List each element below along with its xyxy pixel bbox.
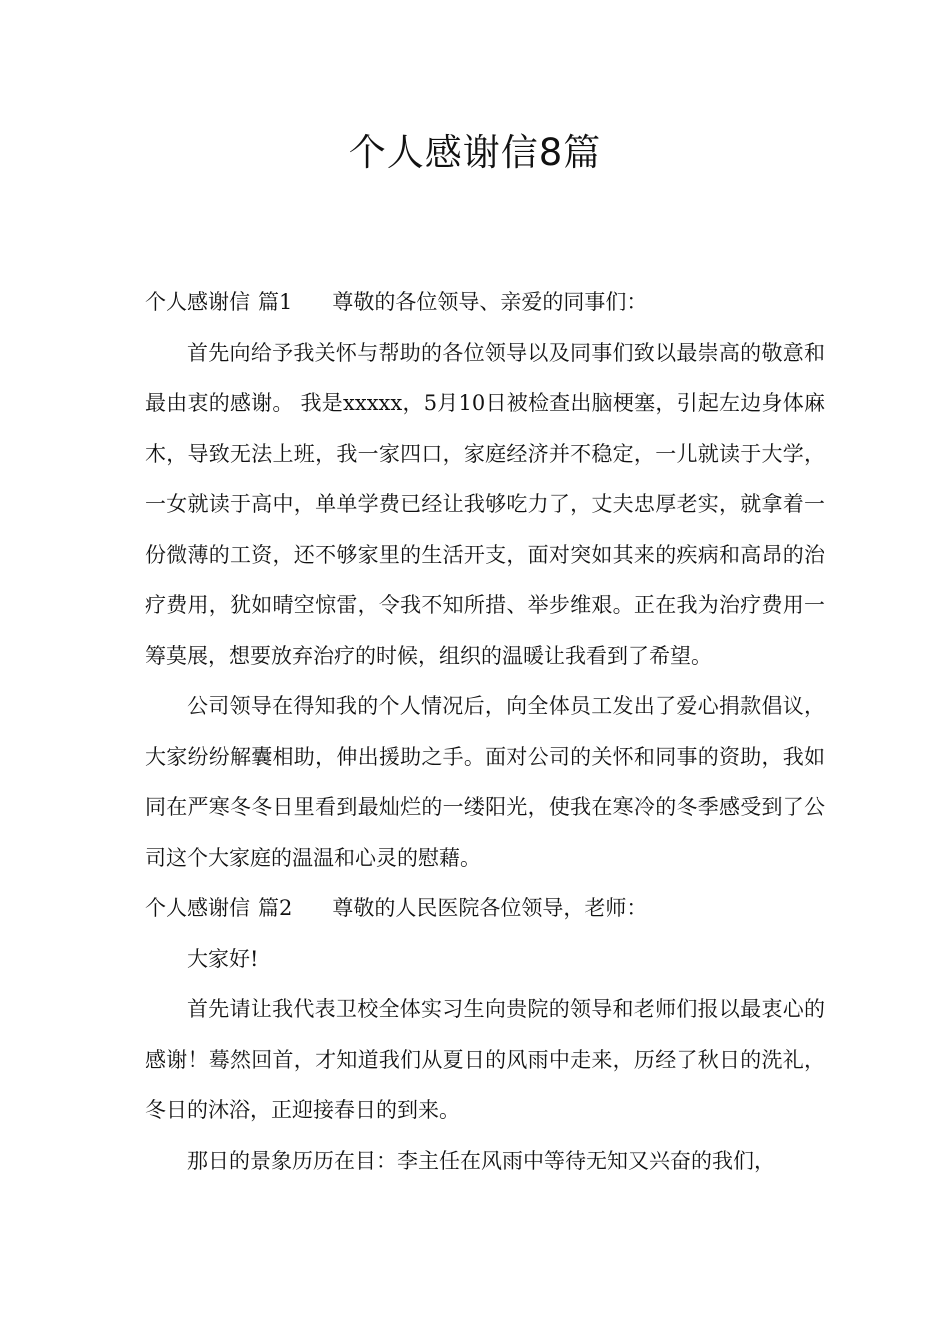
section-heading-label: 个人感谢信 bbox=[145, 896, 250, 920]
section-heading-label: 个人感谢信 bbox=[145, 290, 250, 314]
paragraph: 首先请让我代表卫校全体实习生向贵院的领导和老师们报以最衷心的感谢！蓦然回首，才知道我们从夏日的风雨中走来，历经了秋日的洗礼，冬日的沐浴，正迎接春日的到来。 bbox=[145, 997, 825, 1122]
paragraph: 公司领导在得知我的个人情况后，向全体员工发出了爱心捐款倡议，大家纷纷解囊相助，伸出援助之手。面对公司的关怀和同事的资助，我如同在严寒冬冬日里看到最灿烂的一缕阳光，使我在寒冷的冬季感受到了公司这个大家庭的温温和心灵的慰藉。 bbox=[145, 694, 825, 870]
paragraph: 首先向给予我关怀与帮助的各位领导以及同事们致以最崇高的敬意和最由衷的感谢。 我是xxxxx，5月10日被检查出脑梗塞，引起左边身体麻木，导致无法上班，我一家四口，家庭经济并不稳定，一儿就读于大学，一女就读于高中，单单学费已经让我够吃力了，丈夫忠厚老实，就拿着一份微薄的工资，还不够家里的生活开支，面对突如其来的疾病和高昂的治疗费用，犹如晴空惊雷，令我不知所措、举步维艰。正在我为治疗费用一筹莫展，想要放弃治疗的时候，组织的温暖让我看到了希望。 bbox=[145, 340, 825, 668]
section-salutation: 尊敬的各位领导、亲爱的同事们： bbox=[332, 290, 648, 314]
section-heading-number: 篇1 bbox=[258, 290, 293, 314]
paragraph: 那日的景象历历在目：李主任在风雨中等待无知又兴奋的我们， bbox=[187, 1148, 775, 1173]
document-title: 个人感谢信8篇 bbox=[348, 131, 602, 174]
section-heading-2 bbox=[145, 883, 825, 934]
section-heading-number: 篇2 bbox=[258, 896, 293, 920]
section-heading-1 bbox=[145, 277, 825, 328]
section-salutation: 尊敬的人民医院各位领导，老师： bbox=[332, 896, 648, 920]
document-body bbox=[145, 277, 825, 1186]
paragraph: 大家好! bbox=[187, 946, 259, 971]
